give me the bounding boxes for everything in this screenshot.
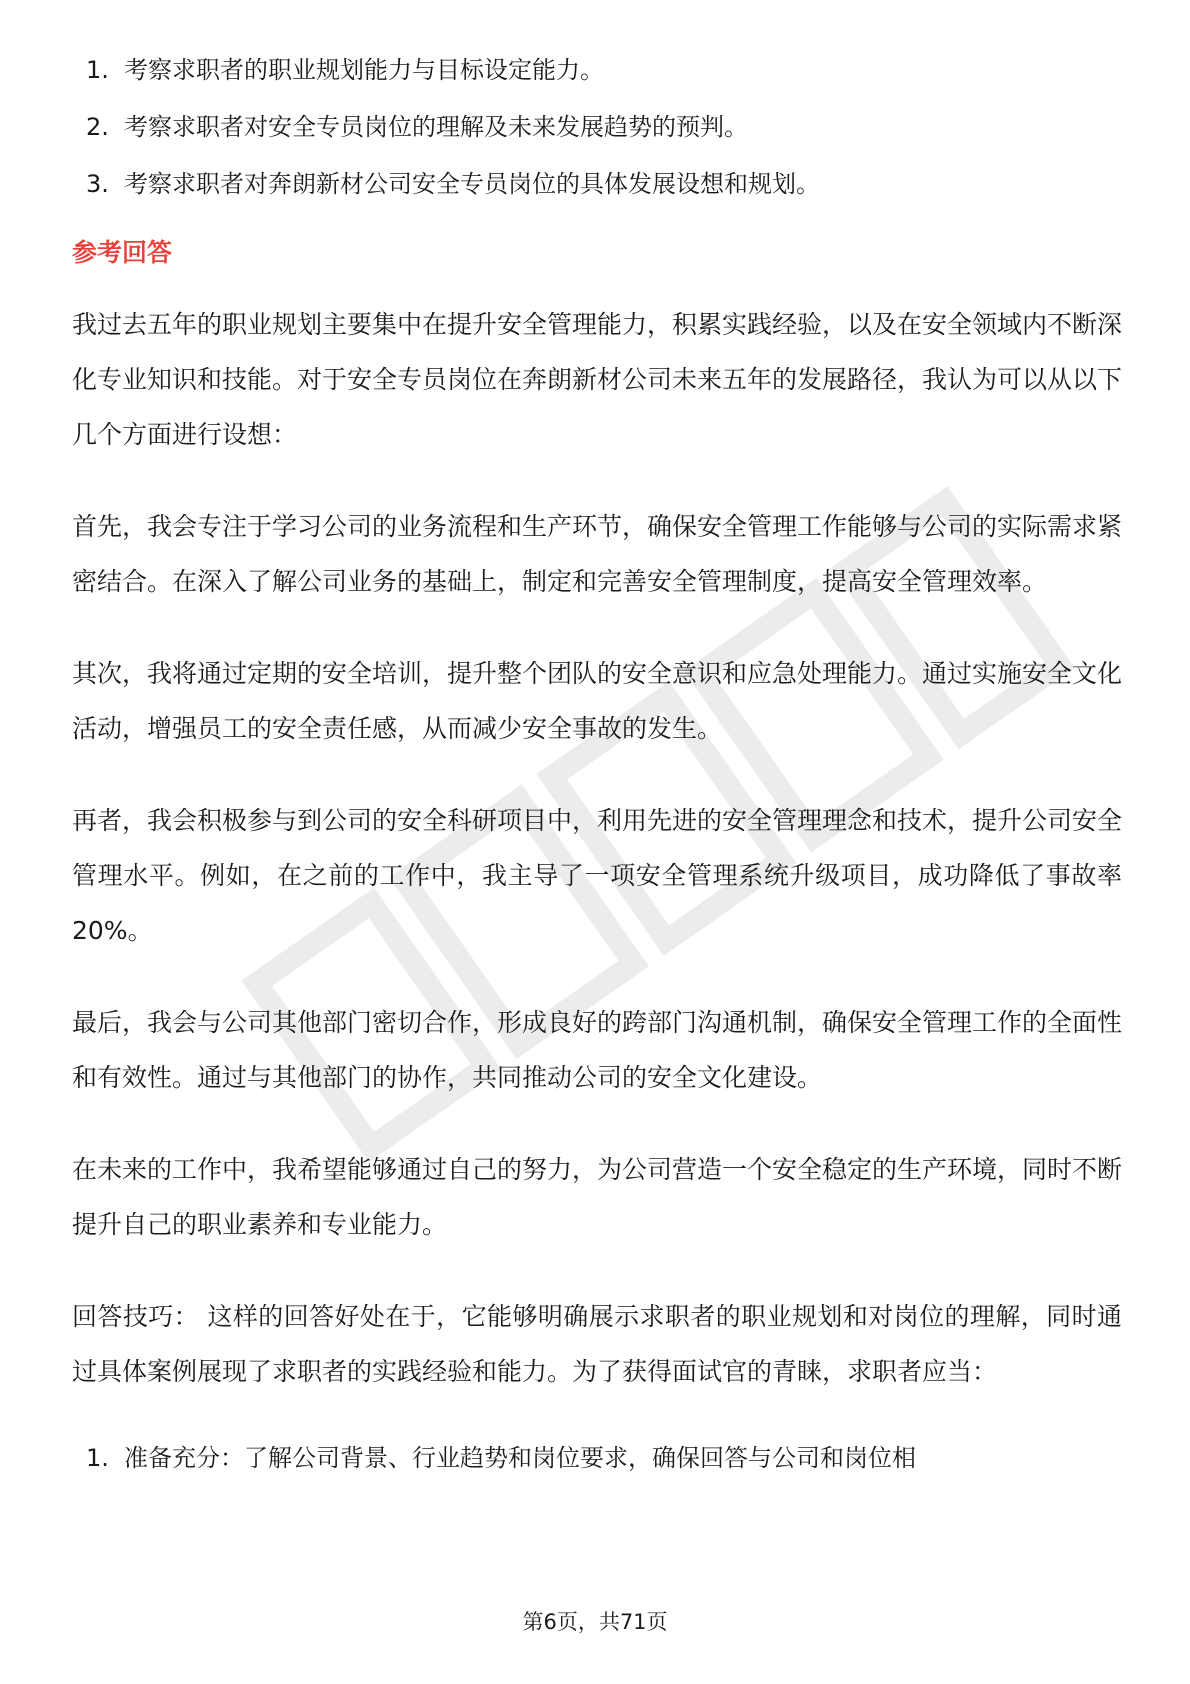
- list-number: 1.: [86, 56, 109, 84]
- list-item-text: 考察求职者对奔朗新材公司安全专员岗位的具体发展设想和规划。: [124, 170, 820, 198]
- tips-list: [72, 1430, 1122, 1487]
- list-item: [72, 1430, 1122, 1487]
- list-number: 3.: [86, 170, 109, 198]
- list-item-text: 准备充分：了解公司背景、行业趋势和岗位要求，确保回答与公司和岗位相: [124, 1444, 916, 1472]
- list-item-text: 考察求职者对安全专员岗位的理解及未来发展趋势的预判。: [124, 113, 748, 141]
- list-item: [72, 99, 1122, 156]
- list-number: 2.: [86, 113, 109, 141]
- paragraph: 我过去五年的职业规划主要集中在提升安全管理能力，积累实践经验，以及在安全领域内不断深化专业知识和技能。对于安全专员岗位在奔朗新材公司未来五年的发展路径，我认为可以从以下几个方面进行设想：: [72, 310, 1123, 449]
- list-item: [72, 156, 1122, 213]
- paragraph: 再者，我会积极参与到公司的安全科研项目中，利用先进的安全管理理念和技术，提升公司安全管理水平。例如，在之前的工作中，我主导了一项安全管理系统升级项目，成功降低了事故率20%。: [72, 806, 1123, 945]
- paragraph: 最后，我会与公司其他部门密切合作，形成良好的跨部门沟通机制，确保安全管理工作的全面性和有效性。通过与其他部门的协作，共同推动公司的安全文化建设。: [72, 1008, 1123, 1092]
- list-item-text: 考察求职者的职业规划能力与目标设定能力。: [124, 56, 604, 84]
- paragraph: 在未来的工作中，我希望能够通过自己的努力，为公司营造一个安全稳定的生产环境，同时不断提升自己的职业素养和专业能力。: [72, 1155, 1123, 1239]
- page-number-footer: 第6页，共71页: [522, 1610, 668, 1634]
- list-item: [72, 42, 1122, 99]
- answer-tips-paragraph: 回答技巧： 这样的回答好处在于，它能够明确展示求职者的职业规划和对岗位的理解，同时通过具体案例展现了求职者的实践经验和能力。为了获得面试官的青睐，求职者应当：: [72, 1302, 1122, 1386]
- paragraph: 首先，我会专注于学习公司的业务流程和生产环节，确保安全管理工作能够与公司的实际需求紧密结合。在深入了解公司业务的基础上，制定和完善安全管理制度，提高安全管理效率。: [72, 512, 1123, 596]
- section-heading: 参考回答: [72, 238, 173, 267]
- evaluation-points-list: [72, 42, 1122, 213]
- list-number: 1.: [86, 1444, 109, 1472]
- paragraph: 其次，我将通过定期的安全培训，提升整个团队的安全意识和应急处理能力。通过实施安全文化活动，增强员工的安全责任感，从而减少安全事故的发生。: [72, 659, 1123, 743]
- main-content: [72, 42, 1122, 1487]
